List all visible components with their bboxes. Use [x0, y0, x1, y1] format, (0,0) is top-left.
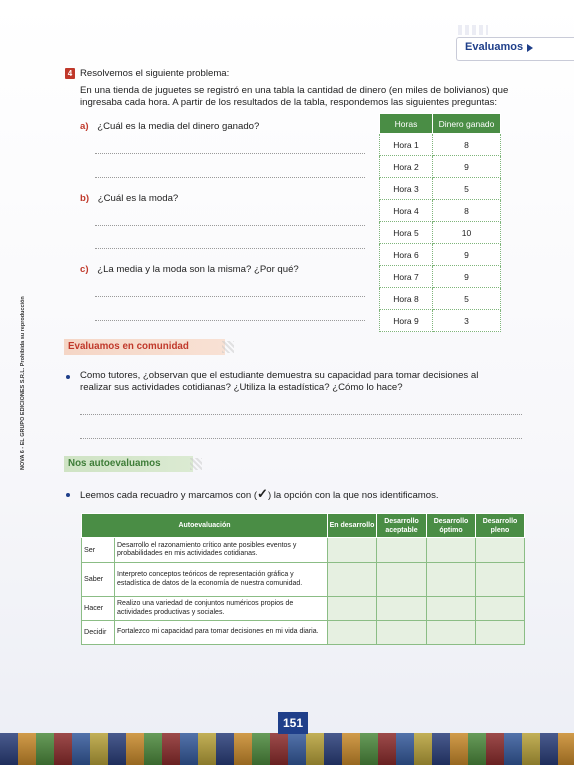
answer-line[interactable]: [95, 153, 365, 154]
table-row: [82, 621, 525, 645]
money-cell: 8: [433, 200, 501, 222]
table-row: [380, 244, 501, 266]
hour-cell: Hora 3: [380, 178, 433, 200]
money-cell: 5: [433, 178, 501, 200]
option-cell[interactable]: [377, 563, 427, 597]
decorative-pixels: [458, 25, 488, 35]
answer-line[interactable]: [80, 414, 522, 415]
money-cell: 9: [433, 244, 501, 266]
question-text: ¿Cuál es la media del dinero ganado?: [97, 121, 260, 132]
dimension-label: Ser: [82, 538, 115, 563]
dimension-description: Desarrollo el razonamiento crítico ante posibles eventos y probabilidades en mis actividades cotidianas.: [115, 538, 328, 563]
table-row: [380, 178, 501, 200]
problem-intro-2: ingresaba cada hora. A partir de los resultados de la tabla, respondemos las siguientes preguntas:: [80, 97, 498, 108]
section-tab-label: Evaluamos: [465, 41, 524, 53]
hour-cell: Hora 5: [380, 222, 433, 244]
self-eval-section-title: Nos autoevaluamos: [64, 456, 193, 472]
hour-cell: Hora 4: [380, 200, 433, 222]
community-section-title: Evaluamos en comunidad: [64, 339, 225, 355]
option-cell[interactable]: [328, 563, 377, 597]
money-cell: 5: [433, 288, 501, 310]
option-cell[interactable]: [328, 597, 377, 621]
hour-cell: Hora 2: [380, 156, 433, 178]
answer-line[interactable]: [95, 177, 365, 178]
problem-number: 4: [65, 68, 75, 79]
money-cell: 10: [433, 222, 501, 244]
answer-line[interactable]: [80, 438, 522, 439]
table-row: [380, 200, 501, 222]
side-copyright: NOVA 6 - EL GRUPO EDICIONES S.R.L. Prohibida su reproducción: [20, 296, 26, 470]
option-cell[interactable]: [476, 621, 525, 645]
answer-line[interactable]: [95, 320, 365, 321]
table-header: Desarrollo óptimo: [427, 514, 476, 538]
question-letter: a): [80, 121, 89, 132]
option-cell[interactable]: [377, 538, 427, 563]
hour-cell: Hora 7: [380, 266, 433, 288]
option-cell[interactable]: [328, 621, 377, 645]
option-cell[interactable]: [377, 621, 427, 645]
table-row: [380, 222, 501, 244]
table-row: [380, 266, 501, 288]
answer-line[interactable]: [95, 296, 365, 297]
answer-line[interactable]: [95, 225, 365, 226]
community-line-2: realizar sus actividades cotidianas? ¿Utiliza la estadística? ¿Cómo lo hace?: [80, 382, 403, 393]
money-cell: 3: [433, 310, 501, 332]
dimension-label: Hacer: [82, 597, 115, 621]
question-text: ¿Cuál es la moda?: [97, 193, 179, 204]
hour-cell: Hora 8: [380, 288, 433, 310]
question-text: ¿La media y la moda son la misma? ¿Por qué?: [97, 264, 299, 275]
question-letter: b): [80, 193, 90, 204]
table-header: En desarrollo: [328, 514, 377, 538]
hour-cell: Hora 6: [380, 244, 433, 266]
problem-title: Resolvemos el siguiente problema:: [80, 68, 230, 79]
dimension-label: Decidir: [82, 621, 115, 645]
section-tab: [456, 37, 574, 61]
problem-intro-1: En una tienda de juguetes se registró en una tabla la cantidad de dinero (en miles de bolivianos) que: [80, 85, 509, 96]
question-a: [80, 121, 259, 133]
money-cell: 8: [433, 134, 501, 156]
decorative-pixels: [190, 458, 202, 470]
decorative-footer-band: [0, 733, 574, 765]
dimension-description: Fortalezco mi capacidad para tomar decisiones en mi vida diaria.: [115, 621, 328, 645]
table-row: [380, 156, 501, 178]
self-eval-instruction: [80, 488, 439, 502]
question-letter: c): [80, 264, 89, 275]
self-eval-table: [81, 513, 525, 645]
option-cell[interactable]: [328, 538, 377, 563]
instruction-text: ) la opción con la que nos identificamos.: [267, 490, 439, 501]
footer-shade: [0, 733, 574, 765]
bullet-icon: [66, 493, 70, 497]
question-b: [80, 193, 178, 205]
table-row: [380, 134, 501, 156]
question-c: [80, 264, 299, 276]
checkmark-icon: ✓: [257, 486, 268, 501]
option-cell[interactable]: [427, 597, 476, 621]
hour-cell: Hora 9: [380, 310, 433, 332]
table-row: [380, 310, 501, 332]
table-row: [380, 288, 501, 310]
money-table: [379, 113, 501, 332]
arrow-right-icon: [527, 44, 533, 52]
hour-cell: Hora 1: [380, 134, 433, 156]
bullet-icon: [66, 375, 70, 379]
dimension-label: Saber: [82, 563, 115, 597]
answer-line[interactable]: [95, 248, 365, 249]
money-cell: 9: [433, 156, 501, 178]
table-header: Horas: [380, 114, 433, 134]
community-line-1: Como tutores, ¿observan que el estudiante demuestra su capacidad para tomar decisiones al: [80, 370, 479, 381]
decorative-pixels: [222, 341, 234, 353]
instruction-text: Leemos cada recuadro y marcamos con (: [80, 490, 258, 501]
table-row: [82, 563, 525, 597]
dimension-description: Interpreto conceptos teóricos de representación gráfica y estadística de datos de la economía de nuestra comunidad.: [115, 563, 328, 597]
option-cell[interactable]: [476, 563, 525, 597]
dimension-description: Realizo una variedad de conjuntos numéricos propios de actividades productivas y sociales.: [115, 597, 328, 621]
option-cell[interactable]: [476, 538, 525, 563]
table-header: Desarrollo aceptable: [377, 514, 427, 538]
page-number: 151: [278, 712, 308, 734]
table-header: Autoevaluación: [82, 514, 328, 538]
option-cell[interactable]: [377, 597, 427, 621]
table-row: [82, 597, 525, 621]
option-cell[interactable]: [427, 621, 476, 645]
table-header: Dinero ganado: [433, 114, 501, 134]
option-cell[interactable]: [427, 563, 476, 597]
option-cell[interactable]: [427, 538, 476, 563]
table-row: [82, 538, 525, 563]
table-header: Desarrollo pleno: [476, 514, 525, 538]
money-cell: 9: [433, 266, 501, 288]
option-cell[interactable]: [476, 597, 525, 621]
